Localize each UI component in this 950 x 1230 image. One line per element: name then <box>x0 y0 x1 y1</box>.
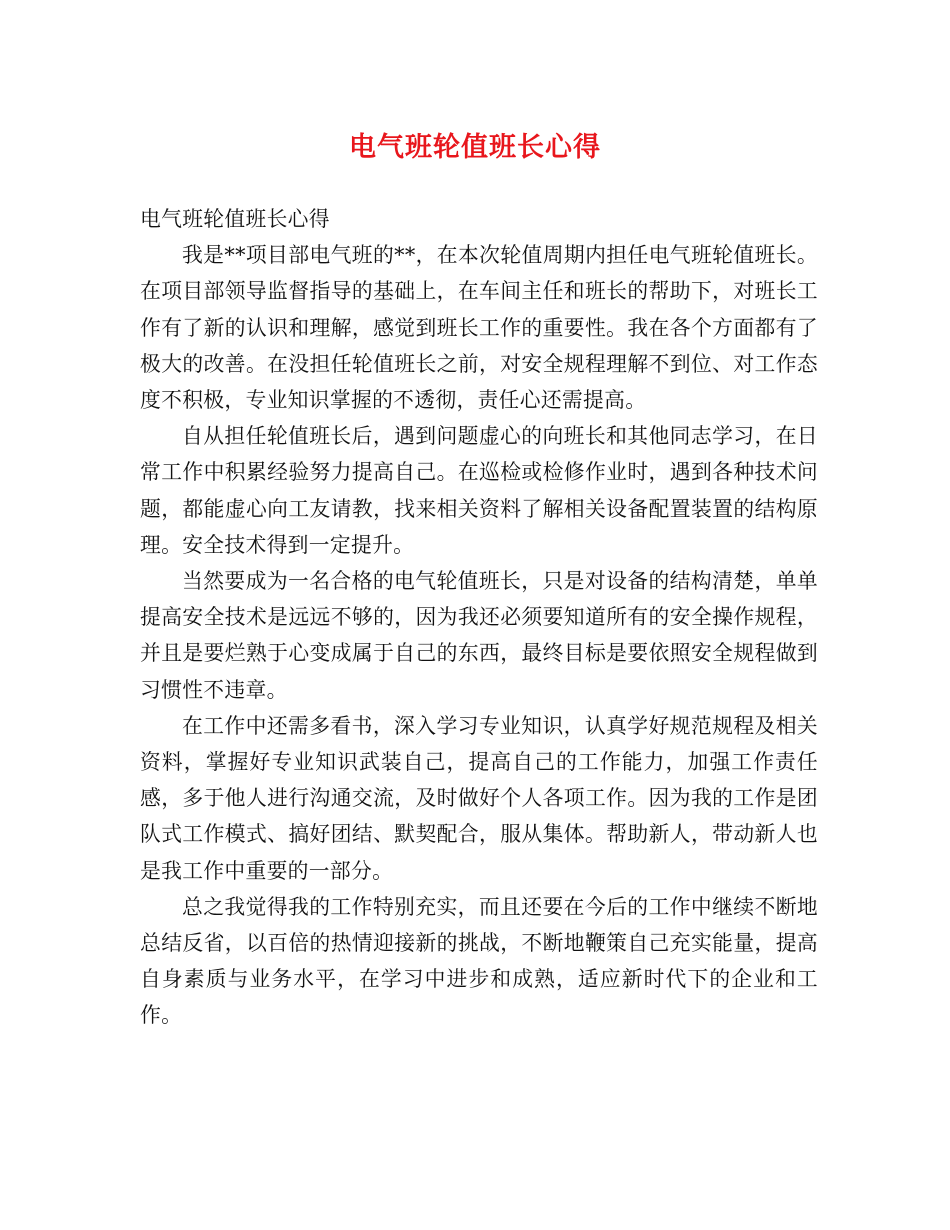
paragraph: 当然要成为一名合格的电气轮值班长，只是对设备的结构清楚，单单提高安全技术是远远不够的，因为我还必须要知道所有的安全操作规程，并且是要烂熟于心变成属于自己的东西，最终目标是要依照安全规程做到习惯性不违章。 <box>140 569 818 702</box>
paragraph: 我是**项目部电气班的**，在本次轮值周期内担任电气班轮值班长。在项目部领导监督指导的基础上，在车间主任和班长的帮助下，对班长工作有了新的认识和理解，感觉到班长工作的重要性。我在各个方面都有了极大的改善。在没担任轮值班长之前，对安全规程理解不到位、对工作态度不积极，专业知识掌握的不透彻，责任心还需提高。 <box>140 243 818 413</box>
document-subtitle: 电气班轮值班长心得 <box>140 207 330 231</box>
document-body <box>140 201 818 1034</box>
paragraph: 自从担任轮值班长后，遇到问题虚心的向班长和其他同志学习，在日常工作中积累经验努力提高自己。在巡检或检修作业时，遇到各种技术问题，都能虚心向工友请教，找来相关资料了解相关设备配置装置的结构原理。安全技术得到一定提升。 <box>140 424 818 557</box>
document-title: 电气班轮值班长心得 <box>349 132 601 163</box>
paragraph: 在工作中还需多看书，深入学习专业知识，认真学好规范规程及相关资料，掌握好专业知识武装自己，提高自己的工作能力，加强工作责任感，多于他人进行沟通交流，及时做好个人各项工作。因为我的工作是团队式工作模式、搞好团结、默契配合，服从集体。帮助新人，带动新人也是我工作中重要的一部分。 <box>140 713 818 883</box>
paragraph: 总之我觉得我的工作特别充实，而且还要在今后的工作中继续不断地总结反省，以百倍的热情迎接新的挑战，不断地鞭策自己充实能量，提高自身素质与业务水平，在学习中进步和成熟，适应新时代下的企业和工作。 <box>140 894 818 1028</box>
